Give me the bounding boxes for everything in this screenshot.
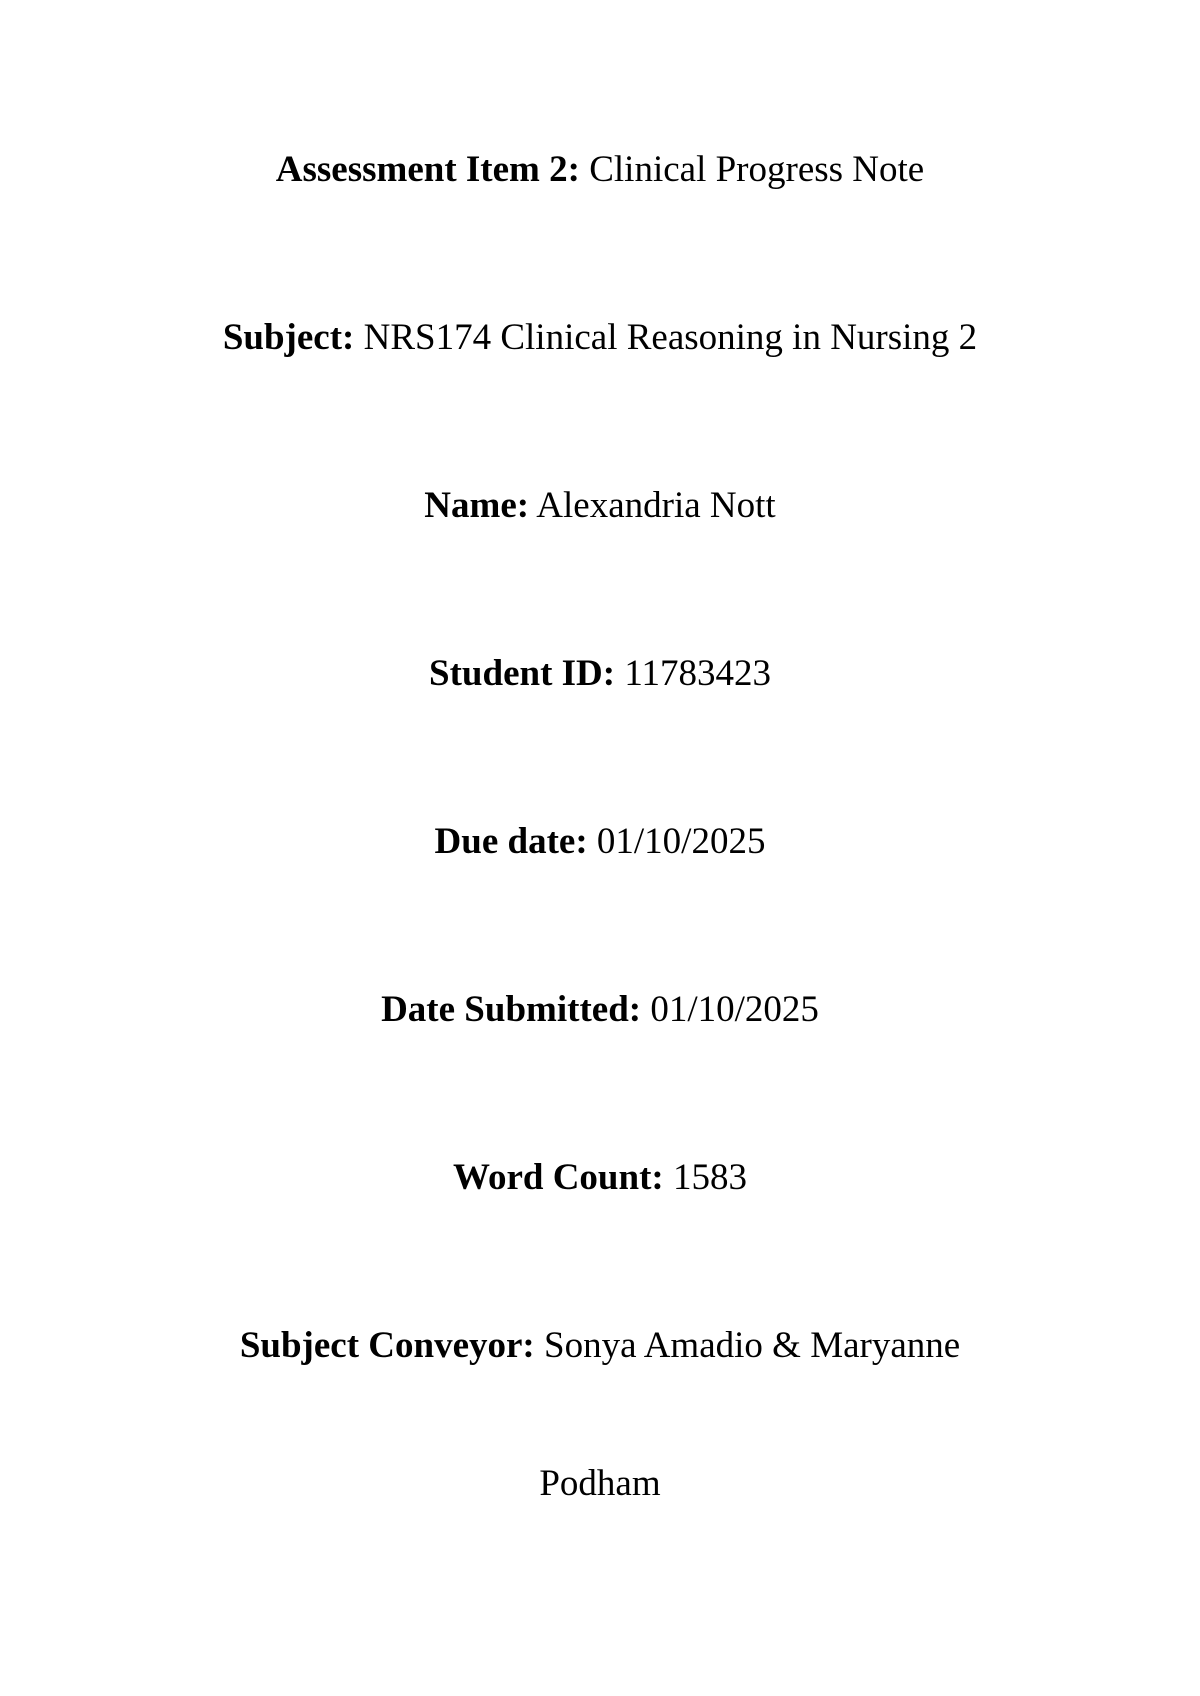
student-id-label: Student ID: xyxy=(429,653,616,694)
word-count-line xyxy=(0,1156,1200,1200)
word-count-label: Word Count: xyxy=(453,1157,664,1198)
name-label: Name: xyxy=(424,485,530,526)
student-id-line xyxy=(0,652,1200,696)
assessment-item-line xyxy=(0,148,1200,192)
subject-conveyor-value-line2: Podham xyxy=(539,1463,661,1504)
subject-conveyor-label: Subject Conveyor: xyxy=(239,1325,535,1366)
subject-conveyor-line xyxy=(0,1324,1200,1368)
subject-line xyxy=(0,316,1200,360)
due-date-value: 01/10/2025 xyxy=(596,821,766,862)
subject-value: NRS174 Clinical Reasoning in Nursing 2 xyxy=(363,317,978,358)
subject-label: Subject: xyxy=(222,317,355,358)
date-submitted-line xyxy=(0,988,1200,1032)
assessment-item-value: Clinical Progress Note xyxy=(589,149,925,190)
due-date-label: Due date: xyxy=(434,821,588,862)
student-id-value: 11783423 xyxy=(624,653,771,694)
assessment-item-label: Assessment Item 2: xyxy=(275,149,580,190)
word-count-value: 1583 xyxy=(672,1157,747,1198)
due-date-line xyxy=(0,820,1200,864)
date-submitted-value: 01/10/2025 xyxy=(650,989,819,1030)
subject-conveyor-continuation xyxy=(0,1462,1200,1506)
name-line xyxy=(0,484,1200,528)
date-submitted-label: Date Submitted: xyxy=(381,989,642,1030)
subject-conveyor-value-line1: Sonya Amadio & Maryanne xyxy=(544,1325,961,1366)
name-value: Alexandria Nott xyxy=(536,485,776,526)
